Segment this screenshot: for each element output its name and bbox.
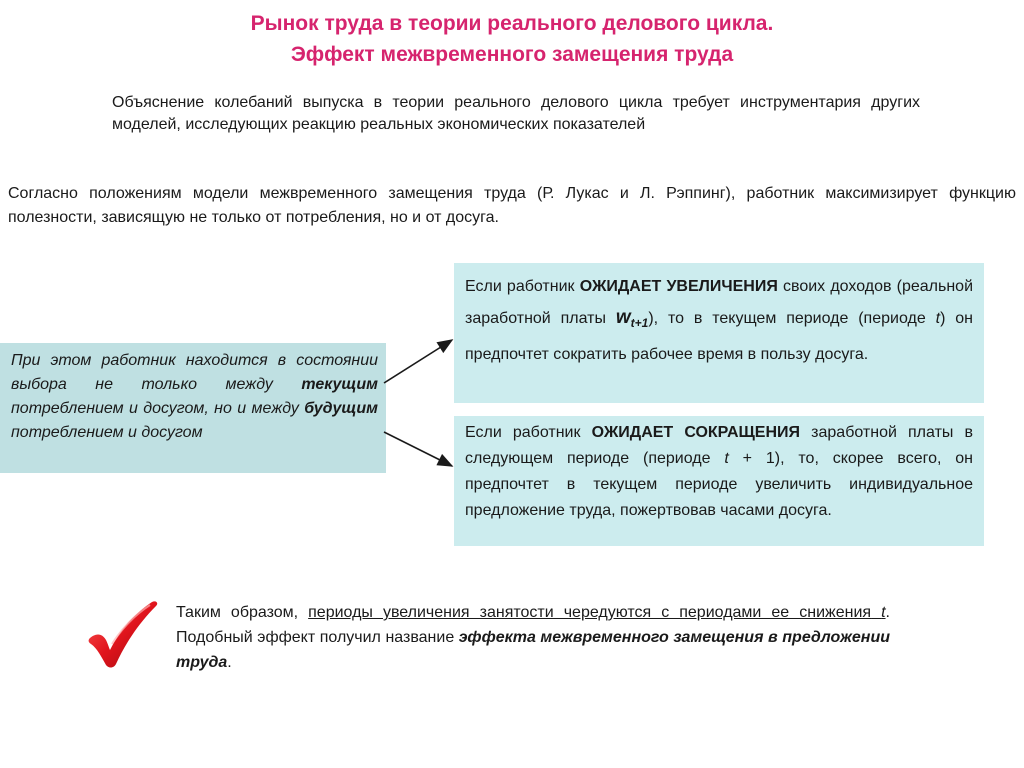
intro-paragraph: Объяснение колебаний выпуска в теории реального делового цикла требует инструментария других моделей, исследующих реакцию реальных экономических показателей [112, 94, 920, 133]
decrease-text-1: Если работник [465, 424, 592, 441]
choice-future: будущим [304, 400, 378, 417]
slide-title [0, 8, 1024, 70]
conclusion-term: эффекта межвременного замещения в предложении труда [176, 629, 890, 671]
choice-current: текущим [301, 376, 378, 393]
title-line-1: Рынок труда в теории реального делового цикла. [250, 12, 774, 35]
decrease-text-2: заработной платы в следующем периоде (периоде [465, 424, 974, 467]
wage-subscript: t+1 [630, 316, 649, 330]
conclusion-underlined-space [871, 604, 881, 621]
choice-text-1: При этом работник находится в состоянии выбора не только между [11, 352, 378, 393]
increase-text-2: своих доходов (реальной заработной платы [465, 278, 974, 327]
increase-box [454, 263, 984, 403]
conclusion-text-1: Таким образом, [176, 604, 309, 621]
decrease-period: t [724, 450, 729, 467]
increase-text-4: ) он предпочтет сократить рабочее время в пользу досуга. [465, 310, 973, 363]
conclusion-period: t [881, 604, 886, 621]
conclusion-paragraph [176, 600, 890, 675]
arrow-to-increase [384, 340, 452, 383]
choice-text-2: потреблением и досугом, но и между [11, 400, 305, 417]
title-line-2: Эффект межвременного замещения труда [290, 43, 734, 66]
conclusion-text-3: . [227, 654, 232, 671]
conclusion-text-2: . Подобный эффект получил название [176, 604, 890, 646]
arrow-to-decrease [384, 432, 452, 466]
decrease-emphasis: ОЖИДАЕТ СОКРАЩЕНИЯ [591, 424, 801, 441]
decrease-text-3: + 1), то, скорее всего, он предпочтет в текущем периоде увеличить индивидуальное предложение труда, пожертвовав часами досуга. [465, 450, 974, 519]
increase-text-3: ), то в текущем периоде (периоде [648, 310, 936, 327]
increase-period: t [935, 310, 941, 327]
decrease-box [454, 416, 984, 546]
choice-text-3: потреблением и досугом [11, 424, 203, 441]
increase-emphasis: ОЖИДАЕТ УВЕЛИЧЕНИЯ [579, 278, 778, 295]
thesis-paragraph: Согласно положениям модели межвременного замещения труда (Р. Лукас и Л. Рэппинг), работник максимизирует функцию полезности, зависящую не только от потребления, но и от досуга. [8, 185, 1016, 226]
increase-text-1: Если работник [465, 278, 580, 295]
conclusion-underlined: периоды увеличения занятости чередуются с периодами ее снижения [308, 604, 872, 621]
checkmark-icon [82, 600, 162, 670]
choice-box [0, 343, 386, 473]
wage-symbol: w [615, 307, 631, 328]
